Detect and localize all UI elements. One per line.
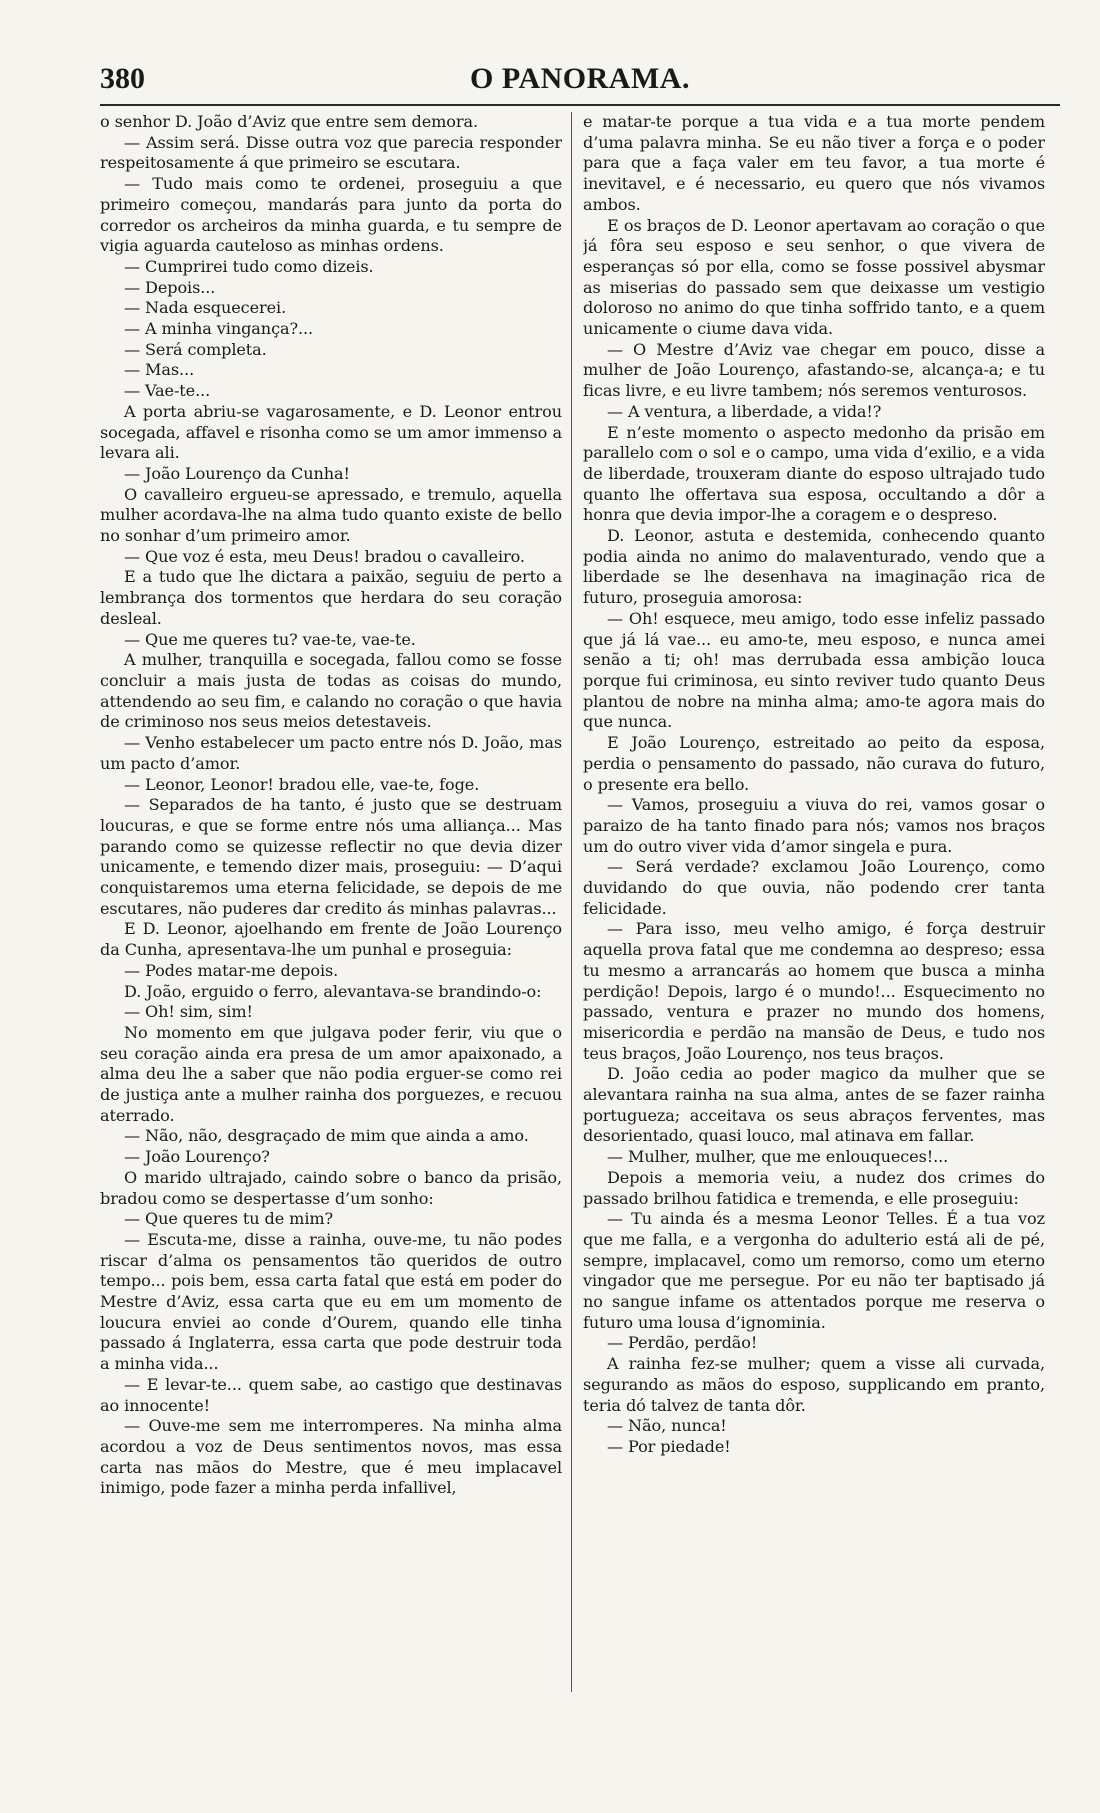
paragraph: — Assim será. Disse outra voz que parecia responder respeitosamente á que primeiro se escutara. bbox=[100, 132, 562, 173]
paragraph: — Que queres tu de mim? bbox=[124, 1209, 334, 1229]
paragraph: — Será completa. bbox=[124, 339, 267, 359]
paragraph: Depois a memoria veiu, a nudez dos crimes do passado brilhou fatidica e tremenda, e elle proseguiu: bbox=[583, 1167, 1045, 1208]
paragraph: — Leonor, Leonor! bradou elle, vae-te, foge. bbox=[124, 774, 480, 794]
header-rule bbox=[100, 104, 1060, 106]
paragraph: — Oh! esquece, meu amigo, todo esse infeliz passado que já lá vae... eu amo-te, meu esposo, e nunca amei senão a ti; oh! mas derrubada essa ambição louca porque fui criminosa, eu sinto reviver tudo quanto Deus plantou de nobre na minha alma; amo-te agora mais do que nunca. bbox=[583, 608, 1045, 732]
paragraph: — Depois... bbox=[124, 277, 216, 297]
paragraph: E n’este momento o aspecto medonho da prisão em parallelo com o sol e o campo, uma vida d’exilio, e a vida de liberdade, trouxeram diante do esposo ultrajado tudo quanto lhe offertava sua esposa, occultando a dôr a honra que devia impor-lhe a coragem e o despreso. bbox=[583, 422, 1045, 525]
paragraph: — Mas... bbox=[124, 360, 195, 380]
paragraph: — A minha vingança?... bbox=[124, 319, 314, 339]
paragraph: — Vamos, proseguiu a viuva do rei, vamos gosar o paraizo de ha tanto finado para nós; vamos nos braços um do outro viver vida d’amor singela e pura. bbox=[583, 795, 1045, 856]
paragraph: — Será verdade? exclamou João Lourenço, como duvidando do que ouvia, não podendo crer tanta felicidade. bbox=[583, 857, 1045, 918]
paragraph: O cavalleiro ergueu-se apressado, e tremulo, aquella mulher acordava-lhe na alma tudo quanto existe de bello no sonhar d’um primeiro amor. bbox=[100, 484, 562, 546]
paragraph: — Tudo mais como te ordenei, proseguiu a que primeiro começou, mandarás para junto da porta do corredor os archeiros da minha guarda, e tu sempre de vigia aguarda cauteloso as minhas ordens. bbox=[100, 174, 562, 256]
paragraph: — João Lourenço? bbox=[124, 1147, 270, 1167]
paragraph: — Mulher, mulher, que me enlouqueces!... bbox=[607, 1147, 949, 1167]
paragraph: — Não, nunca! bbox=[607, 1416, 727, 1436]
paragraph: — Separados de ha tanto, é justo que se destruam loucuras, e que se forme entre nós uma alliança... Mas parando como se quizesse reflectir no que devia dizer unicamente, e temendo dizer mais, proseguiu: — D’aqui conquistaremos uma eterna felicidade, se depois de me escutares, não puderes dar credito ás minhas palavras... bbox=[100, 795, 562, 918]
column-divider bbox=[571, 112, 572, 1692]
paragraph: E a tudo que lhe dictara a paixão, seguiu de perto a lembrança dos tormentos que herdara do seu coração desleal. bbox=[100, 567, 562, 628]
paragraph: — Oh! sim, sim! bbox=[124, 1002, 253, 1022]
paragraph: — E levar-te... quem sabe, ao castigo que destinavas ao innocente! bbox=[100, 1374, 562, 1415]
paragraph: E D. Leonor, ajoelhando em frente de João Lourenço da Cunha, apresentava-lhe um punhal e proseguia: bbox=[100, 919, 562, 960]
paragraph: — A ventura, a liberdade, a vida!? bbox=[607, 401, 882, 421]
paragraph: e matar-te porque a tua vida e a tua morte pendem d’uma palavra minha. Se eu não tiver a força e o poder para que a faça valer em teu favor, a tua morte é inevitavel, e é necessario, eu quero que nós vivamos ambos. bbox=[583, 112, 1045, 214]
paragraph: E os braços de D. Leonor apertavam ao coração o que já fôra seu esposo e seu senhor, o que vivera de esperanças só por ella, como se fosse possivel abysmar as miserias do passado sem que deixasse um vestigio doloroso no animo do que tinha soffrido tanto, e a quem unicamente o ciume dava vida. bbox=[583, 215, 1045, 339]
paragraph: A porta abriu-se vagarosamente, e D. Leonor entrou socegada, affavel e risonha como se um amor immenso a levara ali. bbox=[100, 401, 562, 463]
paragraph: — Por piedade! bbox=[607, 1437, 731, 1456]
paragraph: E João Lourenço, estreitado ao peito da esposa, perdia o pensamento do passado, não curava do futuro, o presente era bello. bbox=[583, 733, 1045, 794]
paragraph: D. Leonor, astuta e destemida, conhecendo quanto podia ainda no animo do malaventurado, vendo que a liberdade se lhe desenhava na imaginação rica de futuro, proseguia amorosa: bbox=[583, 526, 1045, 608]
page-number: 380 bbox=[100, 62, 145, 95]
paragraph: — Vae-te... bbox=[124, 381, 211, 401]
paragraph: O marido ultrajado, caindo sobre o banco da prisão, bradou como se despertasse d’um sonho: bbox=[100, 1167, 562, 1208]
page-header bbox=[100, 62, 1060, 98]
paragraph: — Escuta-me, disse a rainha, ouve-me, tu não podes riscar d’alma os pensamentos tão queridos de outro tempo... pois bem, essa carta fatal que está em poder do Mestre d’Aviz, essa carta que eu em um momento de loucura enviei ao conde d’Ourem, quando elle tinha passado á Inglaterra, essa carta que pode destruir toda a minha vida... bbox=[100, 1229, 562, 1374]
paragraph: — O Mestre d’Aviz vae chegar em pouco, disse a mulher de João Lourenço, afastando-se, alcança-a; e tu ficas livre, e eu livre tambem; nós seremos venturosos. bbox=[583, 339, 1045, 401]
paragraph: A mulher, tranquilla e socegada, fallou como se fosse concluir a mais justa de todas as coisas do mundo, attendendo ao seu fim, e calando no coração o que havia de criminoso nos seus meios detestaveis. bbox=[100, 650, 562, 732]
right-column bbox=[583, 112, 1045, 1802]
paragraph: — Tu ainda és a mesma Leonor Telles. É a tua voz que me falla, e a vergonha do adulterio está ali de pé, sempre, implacavel, como um remorso, como um eterno vingador que me persegue. Por eu não ter baptisado já no sangue infame os attentados porque me reserva o futuro uma lousa d’ignominia. bbox=[583, 1209, 1045, 1332]
paragraph: A rainha fez-se mulher; quem a visse ali curvada, segurando as mãos do esposo, supplicando em pranto, teria dó talvez de tanta dôr. bbox=[583, 1354, 1045, 1415]
paragraph: — Que me queres tu? vae-te, vae-te. bbox=[124, 629, 416, 649]
paragraph: — Venho estabelecer um pacto entre nós D. João, mas um pacto d’amor. bbox=[100, 733, 562, 773]
paragraph: No momento em que julgava poder ferir, viu que o seu coração ainda era presa de um amor apaixonado, a alma deu lhe a saber que não podia erguer-se como rei de justiça ante a mulher rainha dos porguezes, e recuou aterrado. bbox=[100, 1022, 562, 1125]
paragraph: — Que voz é esta, meu Deus! bradou o cavalleiro. bbox=[124, 546, 525, 566]
left-column bbox=[100, 112, 562, 1802]
paragraph: — Podes matar-me depois. bbox=[124, 960, 339, 980]
paragraph: D. João, erguido o ferro, alevantava-se brandindo-o: bbox=[124, 981, 542, 1001]
paragraph: — Cumprirei tudo como dizeis. bbox=[124, 256, 374, 276]
journal-title: O PANORAMA. bbox=[470, 62, 690, 95]
paragraph: — Nada esquecerei. bbox=[124, 298, 287, 318]
paragraph: — Não, não, desgraçado de mim que ainda a amo. bbox=[124, 1126, 529, 1146]
paragraph: — Perdão, perdão! bbox=[607, 1333, 758, 1353]
paragraph: — João Lourenço da Cunha! bbox=[124, 463, 350, 483]
paragraph: o senhor D. João d’Aviz que entre sem demora. bbox=[100, 112, 478, 131]
paragraph: D. João cedia ao poder magico da mulher que se alevantara rainha na sua alma, antes de se fazer rainha portugueza; acceitava os seus abraços ferventes, mas desorientado, quasi louco, mal atinava em fallar. bbox=[583, 1064, 1045, 1146]
paragraph: — Ouve-me sem me interromperes. Na minha alma acordou a voz de Deus sentimentos novos, mas essa carta nas mãos do Mestre, que é meu implacavel inimigo, pode fazer a minha perda infallivel, bbox=[100, 1416, 562, 1498]
paragraph: — Para isso, meu velho amigo, é força destruir aquella prova fatal que me condemna ao despreso; essa tu mesmo a arrancarás ao homem que busca a minha perdição! Depois, largo é o mundo!... Esquecimento no passado, ventura e prazer no mundo dos homens, misericordia e perdão na mansão de Deus, e tudo nos teus braços, João Lourenço, nos teus braços. bbox=[583, 919, 1045, 1063]
